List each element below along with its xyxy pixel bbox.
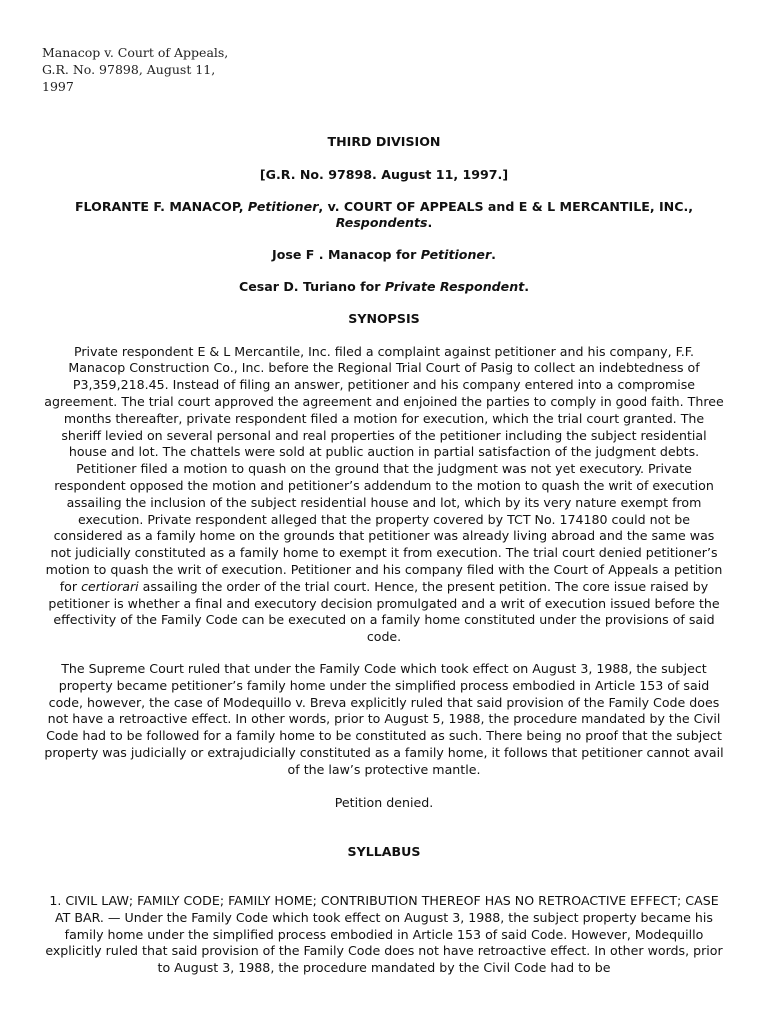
petition-denied-text: Petition denied.	[334, 794, 434, 810]
counsel-respondent-name: Cesar D. Turiano for	[238, 278, 385, 294]
counsel-petitioner-role: Petitioner	[420, 247, 492, 263]
certiorari-term: certiorari	[81, 578, 139, 594]
versus-respondents: , v. COURT OF APPEALS and E & L MERCANTILE, INC.,	[318, 198, 694, 214]
petitioner-name: FLORANTE F. MANACOP,	[74, 198, 248, 214]
counsel-respondent-end: .	[524, 278, 530, 294]
citation-line-3: 1997	[42, 79, 74, 94]
synopsis-heading: SYNOPSIS	[348, 310, 420, 326]
citation-line-2: G.R. No. 97898, August 11,	[42, 62, 216, 77]
case-citation-header	[42, 44, 242, 95]
counsel-respondent	[44, 279, 724, 296]
division-heading: THIRD DIVISION	[327, 134, 441, 149]
counsel-petitioner-end: .	[491, 247, 496, 263]
synopsis-p1-text-end: assailing the order of the trial court. Hence, the present petition. The core issue raised by petitioner is whether a final and executory decision promulgated and a writ of execution issued before the effectivity of the Family Code can be executed on a family home constituted under the provisions of said code.	[48, 578, 720, 645]
citation-line-1: Manacop v. Court of Appeals,	[42, 45, 229, 60]
respondents-role: Respondents	[335, 215, 428, 231]
document-body	[44, 134, 724, 977]
counsel-respondent-role: Private Respondent	[384, 278, 525, 294]
parties-end: .	[427, 215, 433, 231]
parties-heading	[44, 199, 724, 233]
synopsis-paragraph-2: The Supreme Court ruled that under the Family Code which took effect on August 3, 1988, the subject property became petitioner’s family home under the simplified process embodied in Article 153 of said code, however, the case of Modequillo v. Breva explicitly ruled that said provision of the Family Code does not have a retroactive effect. In other words, prior to August 5, 1988, the procedure mandated by the Civil Code had to be followed for a family home to be constituted as such. There being no proof that the subject property was judicially or extrajudicially constituted as a family home, it follows that petitioner cannot avail of the law’s protective mantle.	[44, 660, 724, 777]
counsel-petitioner-name: Jose F . Manacop for	[272, 247, 421, 263]
counsel-petitioner	[44, 247, 724, 264]
syllabus-item-1: 1. CIVIL LAW; FAMILY CODE; FAMILY HOME; CONTRIBUTION THEREOF HAS NO RETROACTIVE EFFECT; CASE AT BAR. — Under the Family Code which took effect on August 3, 1988, the subject property became his family home under the simplified process embodied in Article 153 of said Code. However, Modequillo explicitly ruled that said provision of the Family Code does not have retroactive effect. In other words, prior to August 3, 1988, the procedure mandated by the Civil Code had to be	[45, 893, 723, 976]
petitioner-role: Petitioner	[247, 198, 319, 214]
synopsis-p1-text: Private respondent E & L Mercantile, Inc. filed a complaint against petitioner and his company, F.F. Manacop Construction Co., Inc. before the Regional Trial Court of Pasig to collect an indebtedness of P3,359,218.45. Instead of filing an answer, petitioner and his company entered into a compromise agreement. The trial court approved the agreement and enjoined the parties to comply in good faith. Three months thereafter, private respondent filed a motion for execution, which the trial court granted. The sheriff levied on several personal and real properties of the petitioner including the subject residential house and lot. The chattels were sold at public auction in partial satisfaction of the judgment debts. Petitioner filed a motion to quash on the ground that the judgment was not yet executory. Private respondent opposed the motion and petitioner’s addendum to the motion to quash the writ of execution assailing the inclusion of the subject residential house and lot, which by its very nature exempt from execution. Private respondent alleged that the property covered by TCT No. 174180 could not be considered as a family home on the grounds that petitioner was already living abroad and the same was not judicially constituted as a family home to exempt it from execution. The trial court denied petitioner’s motion to quash the writ of execution. Petitioner and his company filed with the Court of Appeals a petition for	[44, 343, 724, 594]
syllabus-heading: SYLLABUS	[347, 844, 421, 860]
gr-number-heading: [G.R. No. 97898. August 11, 1997.]	[259, 166, 509, 182]
synopsis-paragraph-1	[44, 344, 724, 646]
